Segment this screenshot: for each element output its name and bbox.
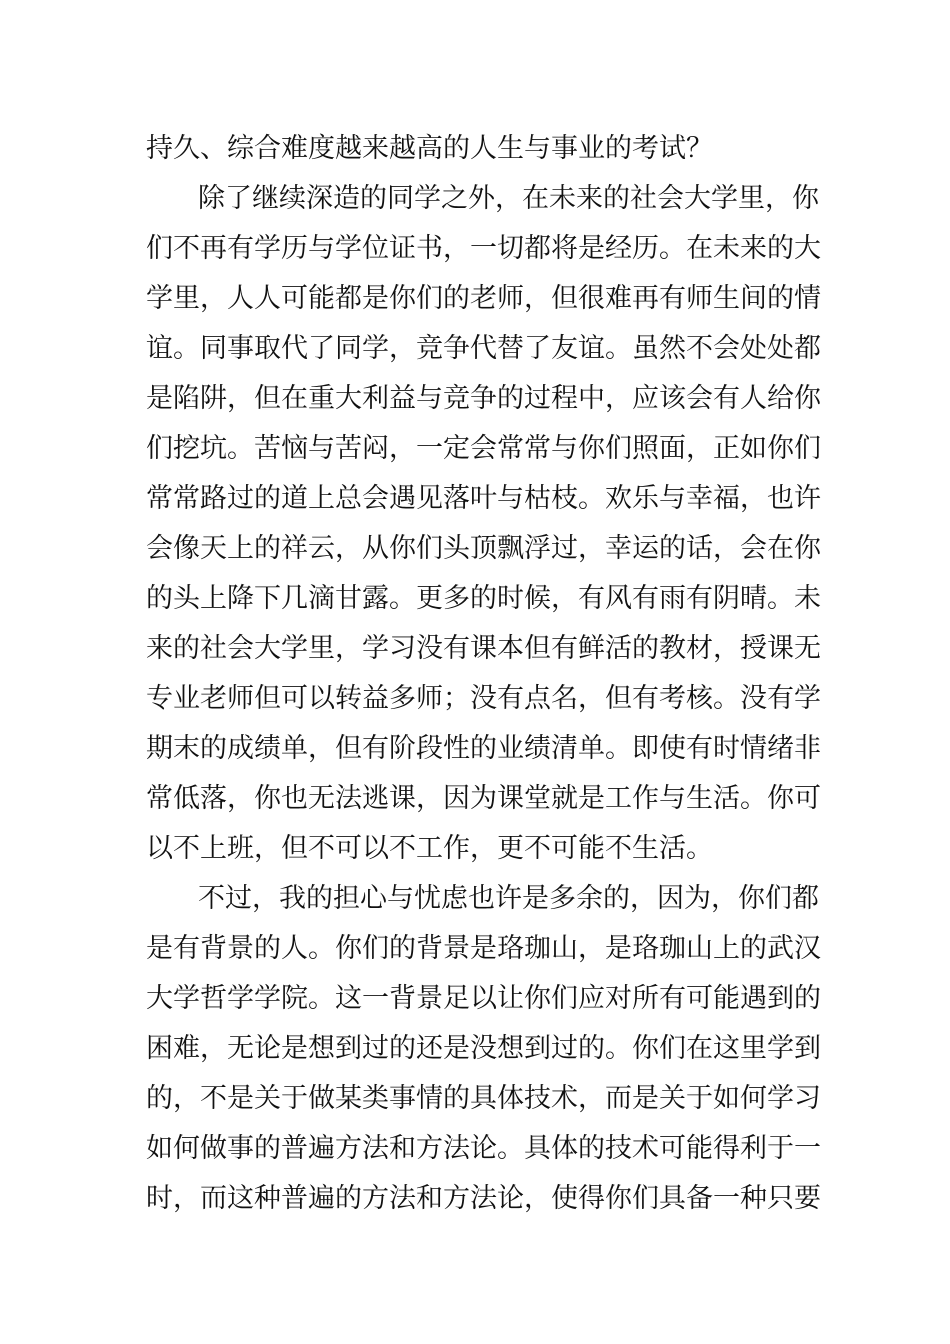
text-line: 时，而这种普遍的方法和方法论，使得你们具备一种只要 — [146, 1183, 821, 1214]
text-line: 谊。同事取代了同学，竞争代替了友谊。虽然不会处处都 — [146, 333, 821, 364]
text-line: 以不上班，但不可以不工作，更不可能不生活。 — [146, 833, 713, 864]
text-line: 困难，无论是想到过的还是没想到过的。你们在这里学到 — [146, 1033, 821, 1064]
text-line: 除了继续深造的同学之外，在未来的社会大学里，你 — [198, 183, 819, 214]
text-line: 专业老师但可以转益多师；没有点名，但有考核。没有学 — [146, 683, 821, 714]
text-line: 的，不是关于做某类事情的具体技术，而是关于如何学习 — [146, 1083, 821, 1114]
text-line: 大学哲学学院。这一背景足以让你们应对所有可能遇到的 — [146, 983, 821, 1014]
text-line: 们挖坑。苦恼与苦闷，一定会常常与你们照面，正如你们 — [146, 433, 821, 464]
text-line: 常低落，你也无法逃课，因为课堂就是工作与生活。你可 — [146, 783, 821, 814]
text-line: 期末的成绩单，但有阶段性的业绩清单。即使有时情绪非 — [146, 733, 821, 764]
text-line: 学里，人人可能都是你们的老师，但很难再有师生间的情 — [146, 283, 821, 314]
text-line: 如何做事的普遍方法和方法论。具体的技术可能得利于一 — [146, 1133, 821, 1164]
text-line: 不过，我的担心与忧虑也许是多余的，因为，你们都 — [198, 883, 819, 914]
text-line: 来的社会大学里，学习没有课本但有鲜活的教材，授课无 — [146, 633, 821, 664]
text-line: 常常路过的道上总会遇见落叶与枯枝。欢乐与幸福，也许 — [146, 483, 821, 514]
text-line: 的头上降下几滴甘露。更多的时候，有风有雨有阴晴。未 — [146, 583, 821, 614]
text-line: 是有背景的人。你们的背景是珞珈山，是珞珈山上的武汉 — [146, 933, 821, 964]
text-line: 会像天上的祥云，从你们头顶飘浮过，幸运的话，会在你 — [146, 533, 821, 564]
text-line: 持久、综合难度越来越高的人生与事业的考试？ — [146, 133, 713, 164]
text-line: 们不再有学历与学位证书，一切都将是经历。在未来的大 — [146, 233, 821, 264]
text-line: 是陷阱，但在重大利益与竞争的过程中，应该会有人给你 — [146, 383, 821, 414]
body-text — [146, 124, 821, 1224]
